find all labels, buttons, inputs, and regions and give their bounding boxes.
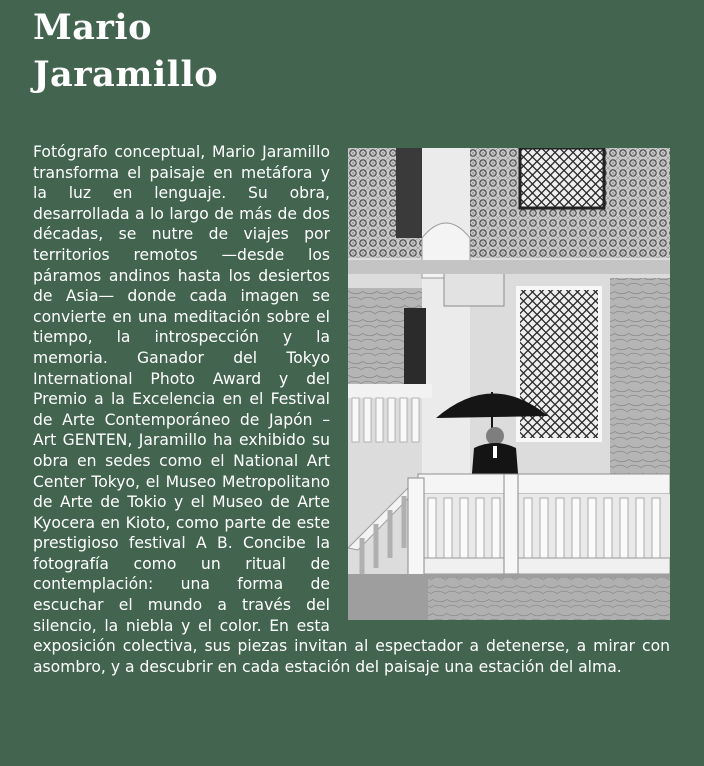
first-name: Mario [33, 7, 153, 48]
bio-section [33, 142, 670, 677]
portrait-photo-image [348, 148, 670, 620]
portrait-photo [348, 148, 670, 620]
bio-text: Fotógrafo conceptual, Mario Jaramillo transforma el paisaje en metáfora y la luz en lenguaje. Su obra, desarrollada a lo largo de más de dos décadas, se nutre de viajes por territorios remotos —desde los páramos andinos hasta los desiertos de Asia— donde cada imagen se convierte en una meditación sobre el tiempo, la introspección y la memoria. Ganador del Tokyo International Photo Award y del Premio a la Excelencia en el Festival de Arte Contemporáneo de Japón – Art GENTEN, Jaramillo ha exhibido su obra en sedes como el National Art Center Tokyo, el Museo Metropolitano de Arte de Tokio y el Museo de Arte Kyocera en Kioto, como parte de este prestigioso festival A B. Concibe la fotografía como un ritual de contemplación: una forma de escuchar el mundo a través del silencio, la niebla y el color. En esta exposición colectiva, sus piezas invitan al espectador a detenerse, a mirar con asombro, y a descubrir en cada estación del paisaje una estación del alma. [33, 143, 670, 676]
page-title [33, 4, 218, 98]
last-name: Jaramillo [33, 54, 219, 95]
